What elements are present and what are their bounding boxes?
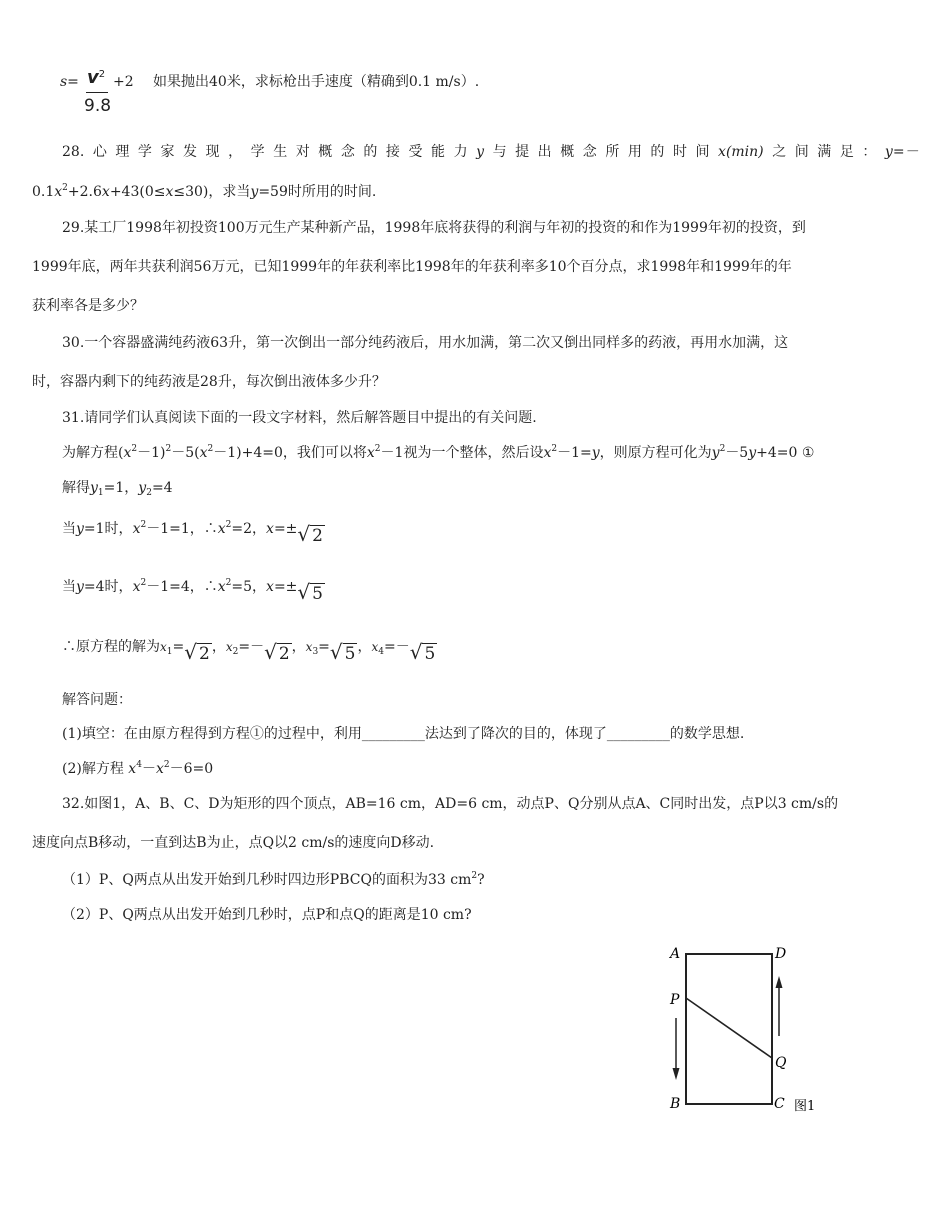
q28-word: 用	[627, 144, 642, 160]
q31-solve-line: 解得$y_1=1$，$y_2=4$	[62, 480, 173, 498]
q28-word: 提	[515, 144, 530, 160]
q28-word: 出	[537, 144, 552, 160]
sqrt-x1: √ 2	[184, 640, 210, 664]
q28-word: 学	[250, 144, 265, 160]
rectangle-figure	[660, 940, 840, 1120]
q30-line1: 30.一个容器盛满纯药液63升，第一次倒出一部分纯药液后，用水加满，第二次又倒出同样多的药液，再用水加满，这	[62, 335, 789, 351]
sqrt-2: √ 2	[297, 522, 323, 546]
q28-word: 概	[560, 144, 575, 160]
label-p: P	[670, 992, 680, 1008]
arrow-down-head	[673, 1068, 680, 1080]
q28-word: 家	[160, 144, 175, 160]
q31-answer-heading: 解答问题：	[62, 692, 132, 708]
q28-word: 的	[650, 144, 665, 160]
q28-word: 概	[318, 144, 333, 160]
q28-word: ：	[862, 144, 877, 160]
q28-word: 理	[115, 144, 130, 160]
formula-s-label: s=	[60, 74, 79, 90]
q32-part1: （1）P、Q两点从出发开始到几秒时四边形PBCQ的面积为33 $cm^2$?	[62, 871, 485, 888]
q31-case1-line: 当y=1时，$x^2-1=1$，$\therefore x^2=2$，x=±√ 2	[62, 520, 323, 546]
q28-word: y=－	[884, 144, 919, 160]
q28-word: 心	[92, 144, 107, 160]
q29-line1: 29.某工厂1998年初投资100万元生产某种新产品，1998年底将获得的利润与年初的投资的和作为1999年初的投资，到	[62, 220, 806, 236]
q28-word: 的	[363, 144, 378, 160]
label-q: Q	[775, 1055, 787, 1071]
q28-word: 现	[205, 144, 220, 160]
rectangle-abcd	[686, 954, 772, 1104]
q31-case2-line: 当y=4时，$x^2-1=4$，$\therefore x^2=5$，x=±√ 5	[62, 578, 323, 604]
sqrt-x2: √ 2	[264, 640, 290, 664]
fraction-bar	[86, 92, 108, 93]
q28-word: 念	[582, 144, 597, 160]
sqrt-x3: √ 5	[329, 640, 356, 664]
figure-caption: 图1	[794, 1099, 816, 1114]
formula-denominator: 9.8	[84, 96, 112, 116]
q28-word: 28.	[62, 144, 85, 160]
sqrt-5: √ 5	[297, 580, 323, 604]
q28-word: 间	[794, 144, 809, 160]
q31-part1: (1)填空：在由原方程得到方程①的过程中，利用_________法达到了降次的目的，体现了_________的数学思想.	[62, 726, 745, 742]
sqrt-x4: √ 5	[409, 640, 436, 664]
q28-word: 发	[183, 144, 197, 160]
q28-word: 时	[672, 144, 687, 160]
q28-word: 接	[385, 144, 400, 160]
formula-numerator: $v^2$	[87, 67, 106, 88]
q29-line2: 1999年底，两年共获利润56万元，已知1999年的年获利率比1998年的年获利率多10个百分点，求1998年和1999年的年	[32, 259, 792, 275]
q28-word: 能	[431, 144, 446, 160]
label-d: D	[775, 946, 787, 962]
label-a: A	[670, 946, 681, 962]
segment-pq	[686, 998, 772, 1058]
q28-word: 受	[408, 144, 423, 160]
arrow-up-head	[776, 976, 783, 988]
q28-word: y	[476, 144, 485, 160]
formula-tail: +2	[113, 74, 134, 90]
q28-word: 与	[492, 144, 507, 160]
q28-word: 之	[772, 144, 787, 160]
q31-intro: 31.请同学们认真阅读下面的一段文字材料，然后解答题目中提出的有关问题.	[62, 410, 537, 426]
q32-line1: 32.如图1，A、B、C、D为矩形的四个顶点，AB=16 cm，AD=6 cm，动点P、Q分别从点A、C同时出发，点P以3 cm/s的	[62, 796, 839, 812]
q28-word: 所	[605, 144, 620, 160]
q28-word: 满	[817, 144, 832, 160]
q30-line2: 时，容器内剩下的纯药液是28升，每次倒出液体多少升？	[32, 374, 386, 390]
q28-word: 生	[273, 144, 288, 160]
q31-part2: (2)解方程 $x^4-x^2-6=0$	[62, 760, 214, 777]
q28-word: 念	[340, 144, 355, 160]
q28-word: 力	[453, 144, 468, 160]
q28-word: ，	[228, 144, 243, 160]
q31-method-line: 为解方程$(x^2-1)^2-5(x^2-1)+4=0$，我们可以将$x^2-1$视为一个整体，然后设$x^2-1=y$，则原方程可化为$y^2-5y+4=0$ ①	[62, 444, 815, 461]
q32-line2: 速度向点B移动，一直到达B为止，点Q以2 cm/s的速度向D移动.	[32, 835, 435, 851]
q28-word: 对	[295, 144, 310, 160]
q32-part2: （2）P、Q两点从出发开始到几秒时，点P和点Q的距离是10 cm?	[62, 907, 472, 923]
q28-word: x(min)	[718, 144, 764, 160]
q29-line3: 获利率各是多少？	[32, 298, 144, 314]
q28-line2: $0.1x^2+2.6x+43(0\le x\le 30)$，求当y=59时所用的时间.	[32, 183, 377, 200]
q31-solutions-line: ∴原方程的解为$x_1=√$ 2 ，$x_2=-√$ 2 ，$x_3=√$ 5 ，$x_4=-√$ 5	[62, 639, 436, 664]
q27-text: 如果抛出40米，求标枪出手速度（精确到0.1 m/s）.	[153, 74, 480, 90]
q28-word: 学	[137, 144, 152, 160]
q28-word: 足	[839, 144, 854, 160]
q28-line1	[62, 142, 919, 162]
label-c: C	[774, 1096, 785, 1112]
q28-word: 间	[695, 144, 710, 160]
label-b: B	[670, 1096, 681, 1112]
